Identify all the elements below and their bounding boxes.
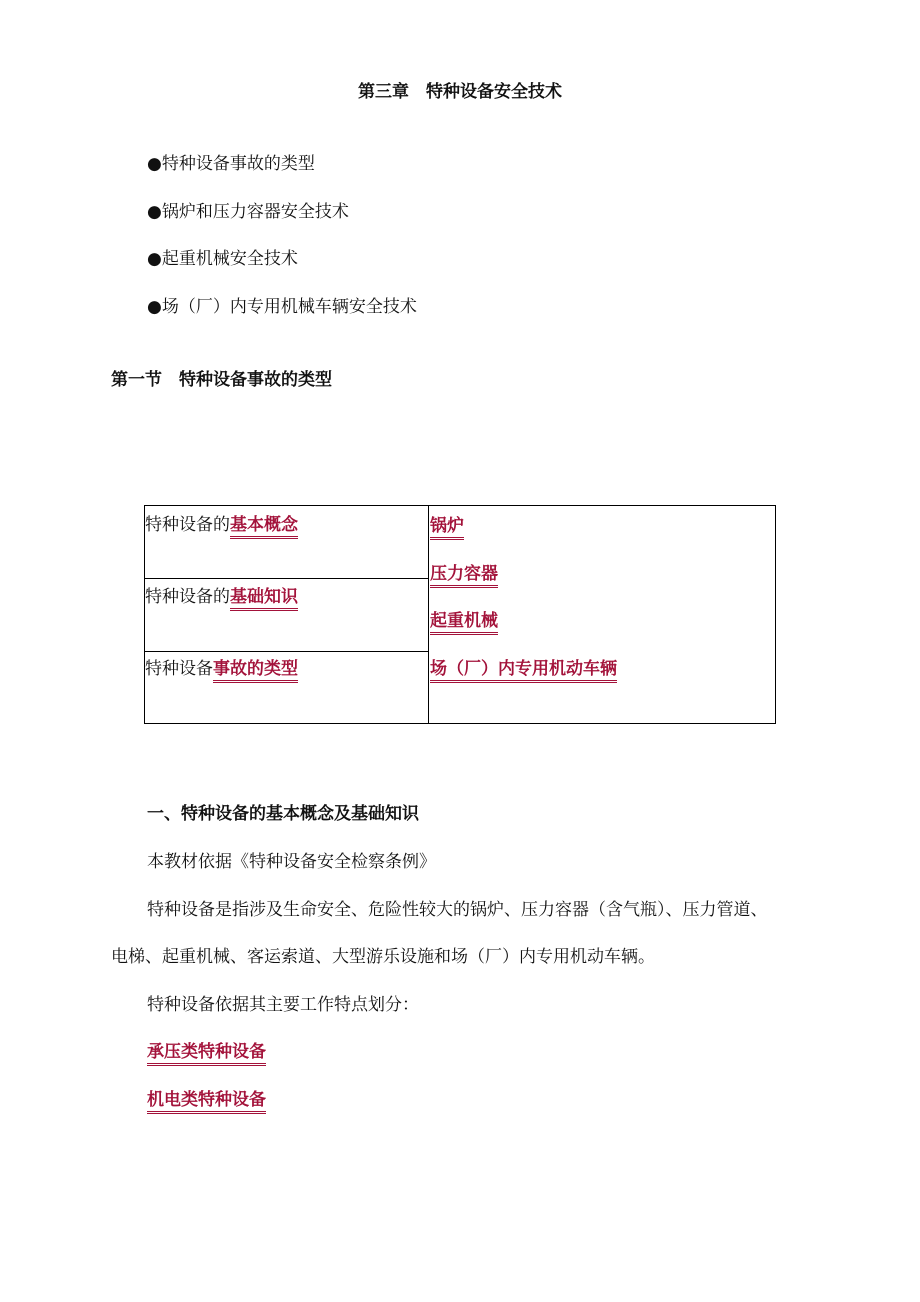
paragraph: 特种设备依据其主要工作特点划分： <box>147 995 419 1015</box>
topic-table <box>144 505 776 724</box>
row-link[interactable]: 事故的类型 <box>213 659 298 683</box>
paragraph: 电梯、起重机械、客运索道、大型游乐设施和场（厂）内专用机动车辆。 <box>111 947 655 967</box>
chapter-title: 第三章 特种设备安全技术 <box>358 82 562 102</box>
category-link[interactable]: 承压类特种设备 <box>147 1042 266 1066</box>
paragraph: 特种设备是指涉及生命安全、危险性较大的锅炉、压力容器（含气瓶）、压力管道、 <box>147 900 768 920</box>
equipment-link[interactable]: 锅炉 <box>430 516 464 540</box>
paragraph: 本教材依据《特种设备安全检察条例》 <box>147 852 436 872</box>
table-row <box>145 506 428 579</box>
table-row <box>145 579 428 652</box>
category-link[interactable]: 机电类特种设备 <box>147 1090 266 1114</box>
row-link[interactable]: 基本概念 <box>230 515 298 539</box>
equipment-link[interactable]: 起重机械 <box>430 611 498 635</box>
subsection-title: 一、特种设备的基本概念及基础知识 <box>147 804 419 824</box>
outline-item: ●特种设备事故的类型 <box>147 154 315 174</box>
section-title: 第一节 特种设备事故的类型 <box>111 370 332 390</box>
outline-item: ●锅炉和压力容器安全技术 <box>147 202 349 222</box>
row-prefix: 特种设备 <box>145 659 213 679</box>
table-left-column <box>145 506 429 723</box>
row-link[interactable]: 基础知识 <box>230 587 298 611</box>
table-right-column <box>430 506 775 723</box>
row-prefix: 特种设备的 <box>145 587 230 607</box>
equipment-link[interactable]: 压力容器 <box>430 564 498 588</box>
outline-item: ●场（厂）内专用机械车辆安全技术 <box>147 297 417 317</box>
row-prefix: 特种设备的 <box>145 515 230 535</box>
outline-item: ●起重机械安全技术 <box>147 249 298 269</box>
equipment-link[interactable]: 场（厂）内专用机动车辆 <box>430 659 617 683</box>
table-row <box>145 652 428 723</box>
